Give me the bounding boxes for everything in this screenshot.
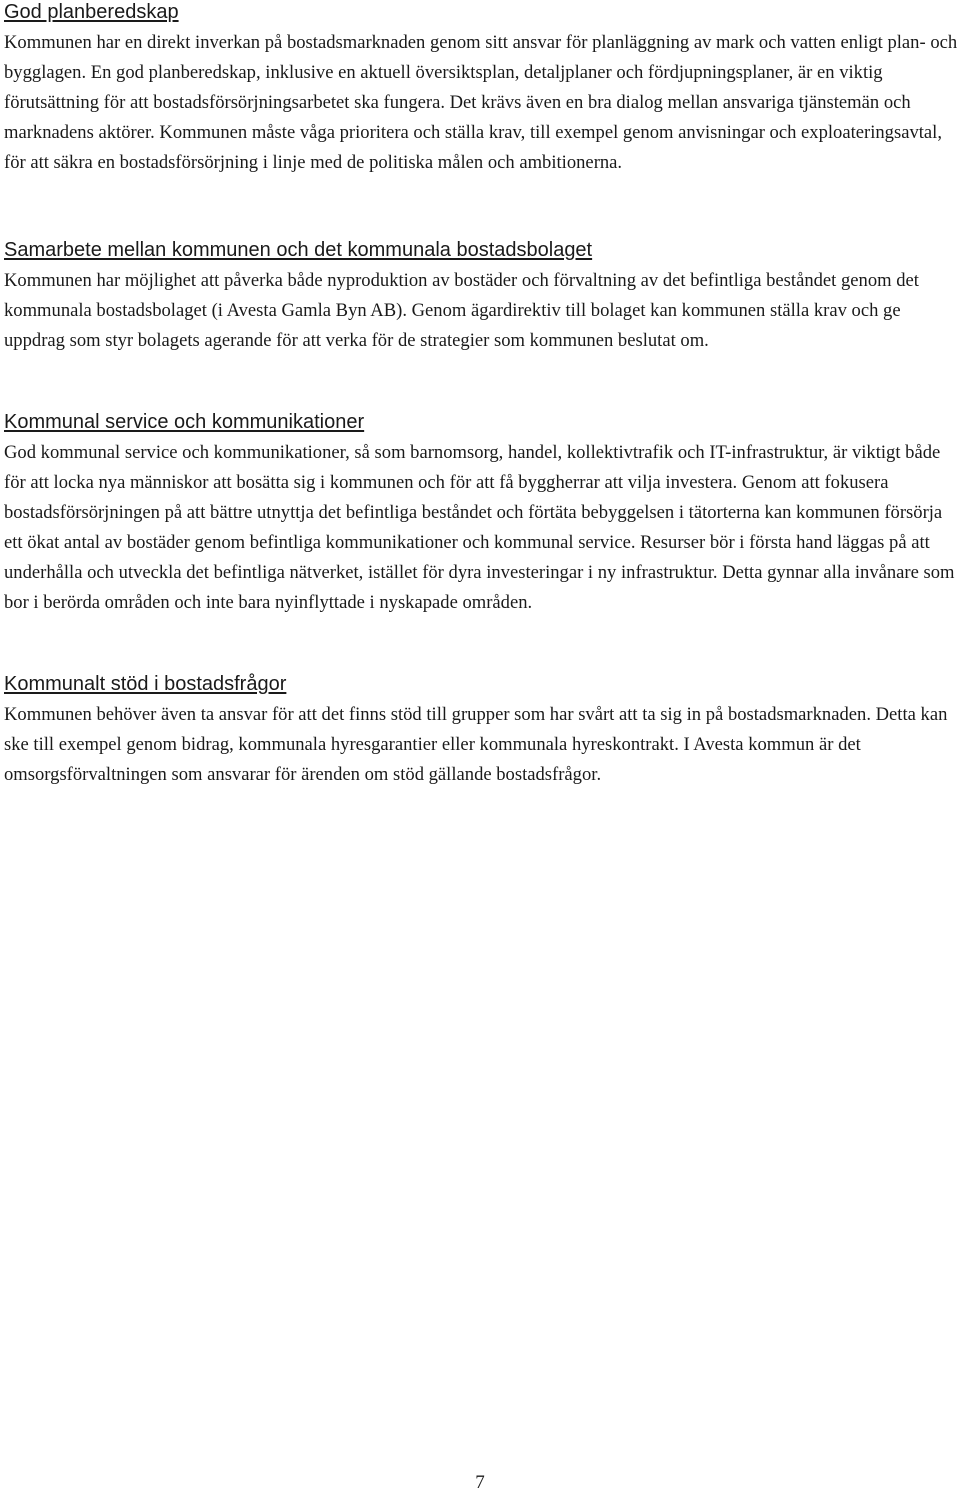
section-body: Kommunen behöver även ta ansvar för att det finns stöd till grupper som har svårt att ta sig in på bostadsmarknaden. Detta kan ske till exempel genom bidrag, kommunala hyresgarantier eller kommunala hyreskontrakt. I Avesta kommun är det omsorgsförvaltningen som ansvarar för ärenden om stöd gällande bostadsfrågor. bbox=[4, 704, 948, 785]
section-service bbox=[4, 410, 958, 618]
section-body: Kommunen har en direkt inverkan på bostadsmarknaden genom sitt ansvar för planläggning av mark och vatten enligt plan- och bygglagen. En god planberedskap, inklusive en aktuell översiktsplan, detaljplaner och fördjupningsplaner, är en viktig förutsättning för att bostadsförsörjningsarbetet ska fungera. Det krävs även en bra dialog mellan ansvariga tjänstemän och marknadens aktörer. Kommunen måste våga prioritera och ställa krav, till exempel genom anvisningar och exploateringsavtal, för att säkra en bostadsförsörjning i linje med de politiska målen och ambitionerna. bbox=[4, 32, 958, 173]
section-samarbete bbox=[4, 238, 958, 356]
section-stod bbox=[4, 672, 958, 790]
section-heading: Kommunalt stöd i bostadsfrågor bbox=[4, 673, 287, 695]
section-body: Kommunen har möjlighet att påverka både nyproduktion av bostäder och förvaltning av det befintliga beståndet genom det kommunala bostadsbolaget (i Avesta Gamla Byn AB). Genom ägardirektiv till bolaget kan kommunen ställa krav och ge uppdrag som styr bolagets agerande för att verka för de strategier som kommunen beslutat om. bbox=[4, 270, 919, 351]
section-heading: God planberedskap bbox=[4, 1, 179, 23]
page-number: 7 bbox=[475, 1472, 485, 1493]
section-body: God kommunal service och kommunikationer, så som barnomsorg, handel, kollektivtrafik och IT-infrastruktur, är viktigt både för att locka nya människor att bosätta sig i kommunen och för att få byggherrar att vilja investera. Genom att fokusera bostadsförsörjningen på att bättre utnyttja det befintliga beståndet och förtäta bebyggelsen i tätorterna kan kommunen försörja ett ökat antal av bostäder genom befintliga kommunikationer och kommunal service. Resurser bör i första hand läggas på att underhålla och utveckla det befintliga nätverket, istället för dyra investeringar i ny infrastruktur. Detta gynnar alla invånare som bor i berörda områden och inte bara nyinflyttade i nyskapade områden. bbox=[4, 442, 955, 613]
section-heading: Kommunal service och kommunikationer bbox=[4, 411, 365, 433]
section-heading: Samarbete mellan kommunen och det kommunala bostadsbolaget bbox=[4, 239, 593, 261]
section-planberedskap bbox=[4, 0, 958, 178]
